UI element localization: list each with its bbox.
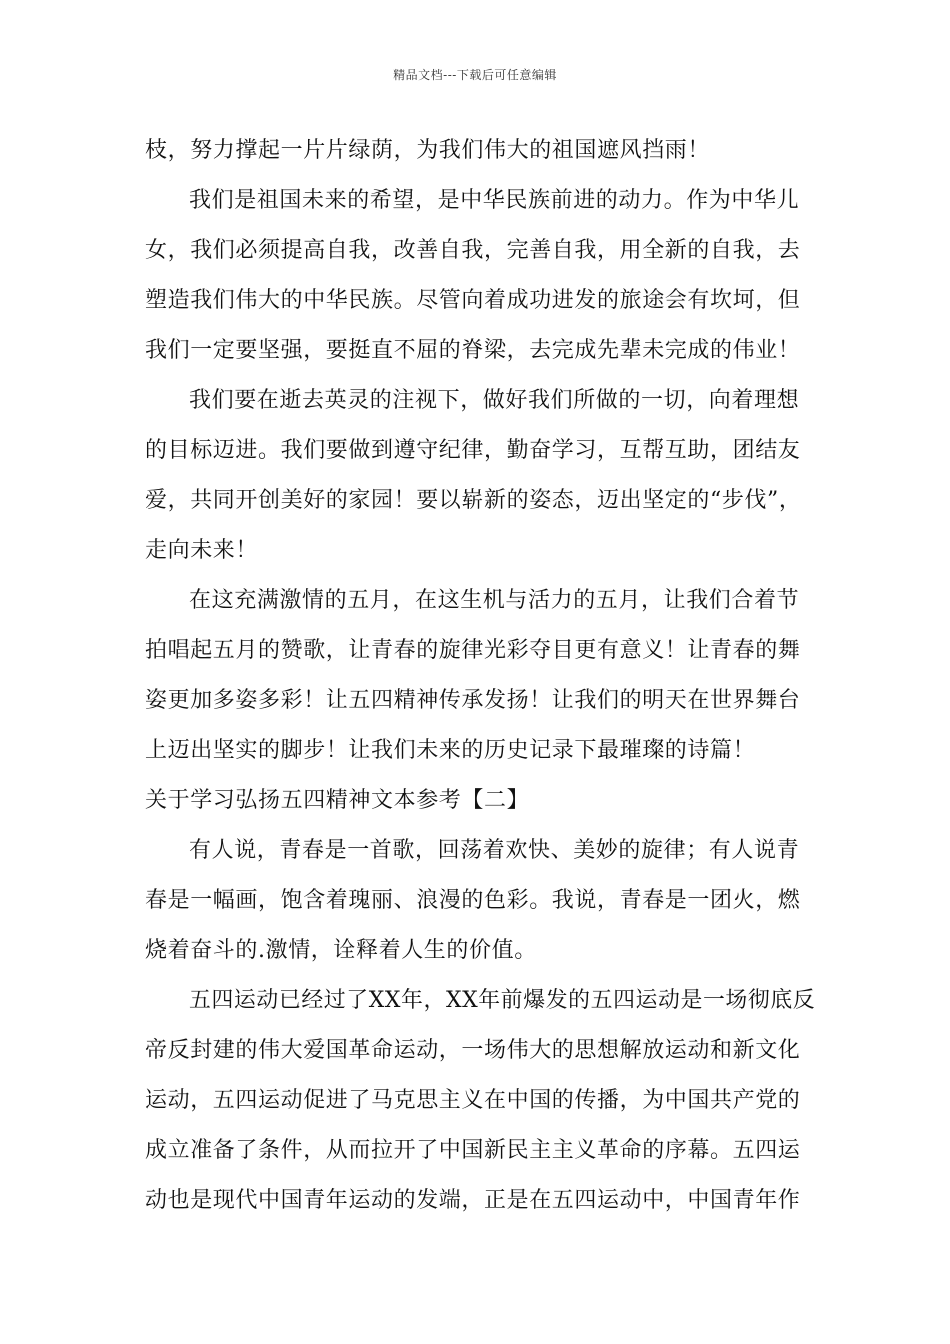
section-heading: 关于学习弘扬五四精神文本参考【二】 [145, 788, 530, 813]
body-line: 春是一幅画，饱含着瑰丽、浪漫的色彩。我说，青春是一团火，燃 [145, 888, 801, 913]
body-line: 帝反封建的伟大爱国革命运动，一场伟大的思想解放运动和新文化 [145, 1038, 801, 1063]
body-line: 的目标迈进。我们要做到遵守纪律，勤奋学习，互帮互助，团结友 [145, 438, 801, 463]
body-line: 女，我们必须提高自我，改善自我，完善自我，用全新的自我，去 [145, 238, 801, 263]
body-line: 爱，共同开创美好的家园！要以崭新的姿态，迈出坚定的“步伐”， [145, 488, 802, 513]
body-line: 运动，五四运动促进了马克思主义在中国的传播，为中国共产党的 [145, 1088, 801, 1113]
body-line: 成立准备了条件，从而拉开了中国新民主主义革命的序幕。五四运 [145, 1138, 801, 1163]
body-line: 我们一定要坚强，要挺直不屈的脊梁，去完成先辈未完成的伟业！ [145, 338, 801, 363]
paragraph-first-line: 在这充满激情的五月，在这生机与活力的五月，让我们合着节 [189, 588, 800, 613]
body-line: 拍唱起五月的赞歌，让青春的旋律光彩夺目更有意义！让青春的舞 [145, 638, 801, 663]
paragraph-first-line: 五四运动已经过了XX年，XX年前爆发的五四运动是一场彻底反 [189, 988, 816, 1013]
body-line: 塑造我们伟大的中华民族。尽管向着成功进发的旅途会有坎坷，但 [145, 288, 801, 313]
body-line: 烧着奋斗的.激情，诠释着人生的价值。 [145, 938, 537, 963]
paragraph-first-line: 我们是祖国未来的希望，是中华民族前进的动力。作为中华儿 [189, 188, 800, 213]
page-header: 精品文档---下载后可任意编辑 [393, 68, 557, 82]
paragraph-first-line: 有人说，青春是一首歌，回荡着欢快、美妙的旋律；有人说青 [189, 838, 800, 863]
paragraph-first-line: 我们要在逝去英灵的注视下，做好我们所做的一切，向着理想 [189, 388, 800, 413]
body-line: 上迈出坚实的脚步！让我们未来的历史记录下最璀璨的诗篇！ [145, 738, 756, 763]
body-line: 走向未来！ [145, 538, 259, 563]
body-line: 动也是现代中国青年运动的发端，正是在五四运动中，中国青年作 [145, 1188, 801, 1213]
body-line: 枝，努力撑起一片片绿荫，为我们伟大的祖国遮风挡雨！ [145, 138, 711, 163]
body-line: 姿更加多姿多彩！让五四精神传承发扬！让我们的明天在世界舞台 [145, 688, 801, 713]
